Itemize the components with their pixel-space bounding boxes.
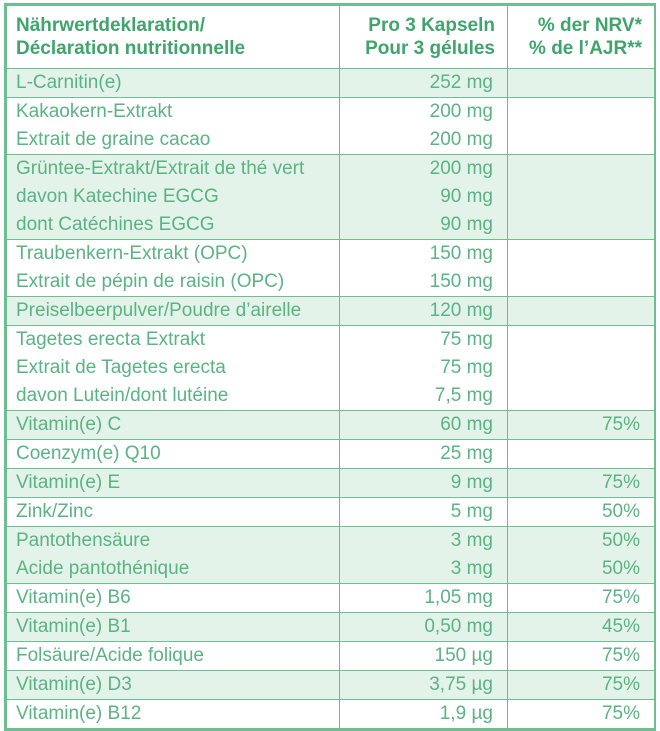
- nrv-percent-line: [518, 155, 640, 183]
- table-row: [7, 613, 655, 642]
- cell-amount: [340, 98, 508, 155]
- cell-nutrient-name: [7, 498, 340, 527]
- header-nutrient: [7, 6, 340, 69]
- table-row: [7, 326, 655, 411]
- nutrient-name-line: Kakaokern-Extrakt: [16, 101, 173, 122]
- nrv-percent-line: 50%: [601, 501, 640, 522]
- header-nutrient-de: Nährwertdeklaration/: [16, 15, 205, 36]
- amount-line: 200 mg: [429, 101, 493, 122]
- nutrition-table: [4, 3, 656, 731]
- nutrient-name-line: Grüntee-Extrakt/Extrait de thé vert: [16, 158, 305, 179]
- amount-line: 3 mg: [450, 530, 493, 551]
- table-row: [7, 469, 655, 498]
- cell-nutrient-name: [7, 671, 340, 700]
- table-row: [7, 98, 655, 155]
- header-amount-de: Pro 3 Kapseln: [368, 15, 495, 36]
- nutrient-name-line: Vitamin(e) C: [16, 414, 122, 435]
- amount-line: 25 mg: [440, 443, 493, 464]
- amount-line: 1,05 mg: [424, 587, 493, 608]
- cell-amount: [340, 297, 508, 326]
- nrv-percent-line: [518, 297, 640, 325]
- cell-nutrient-name: [7, 98, 340, 155]
- cell-amount: [340, 700, 508, 729]
- cell-amount: [340, 411, 508, 440]
- cell-amount: [340, 527, 508, 584]
- cell-nutrient-name: [7, 155, 340, 240]
- nrv-percent-line: [518, 126, 640, 154]
- table-row: [7, 642, 655, 671]
- amount-line: 252 mg: [429, 72, 493, 93]
- cell-nutrient-name: [7, 700, 340, 729]
- cell-amount: [340, 671, 508, 700]
- nrv-percent-line: [518, 211, 640, 239]
- nutrient-name-line: Vitamin(e) B1: [16, 616, 131, 637]
- cell-nutrient-name: [7, 584, 340, 613]
- cell-nrv-percent: [508, 240, 655, 297]
- amount-line: 5 mg: [450, 501, 493, 522]
- nutrient-name-line: Tagetes erecta Extrakt: [16, 329, 206, 350]
- amount-line: 1,9 µg: [439, 703, 493, 724]
- header-amount: [340, 6, 508, 69]
- amount-line: 200 mg: [429, 129, 493, 150]
- cell-nrv-percent: [508, 411, 655, 440]
- nutrient-name-line: Extrait de pépin de raisin (OPC): [16, 271, 285, 292]
- cell-nutrient-name: [7, 326, 340, 411]
- cell-nutrient-name: [7, 613, 340, 642]
- nutrient-name-line: Zink/Zinc: [16, 501, 94, 522]
- cell-nrv-percent: [508, 98, 655, 155]
- cell-amount: [340, 440, 508, 469]
- nrv-percent-line: 75%: [601, 645, 640, 666]
- nrv-percent-line: 50%: [601, 558, 640, 579]
- amount-line: 0,50 mg: [424, 616, 493, 637]
- table-body: [7, 69, 655, 729]
- amount-line: 9 mg: [450, 472, 493, 493]
- cell-nutrient-name: [7, 240, 340, 297]
- header-nrv-fr: % de l’AJR**: [529, 38, 642, 59]
- nrv-percent-line: [518, 326, 640, 354]
- header-nrv: [508, 6, 655, 69]
- table-row: [7, 584, 655, 613]
- cell-amount: [340, 613, 508, 642]
- table-row: [7, 440, 655, 469]
- nrv-percent-line: 75%: [601, 414, 640, 435]
- table-row: [7, 411, 655, 440]
- cell-nutrient-name: [7, 527, 340, 584]
- nutrient-name-line: Vitamin(e) B12: [16, 703, 142, 724]
- amount-line: 75 mg: [440, 329, 493, 350]
- nrv-percent-line: 75%: [601, 703, 640, 724]
- cell-nutrient-name: [7, 411, 340, 440]
- cell-nrv-percent: [508, 469, 655, 498]
- table-row: [7, 240, 655, 297]
- amount-line: 90 mg: [440, 214, 493, 235]
- nrv-percent-line: [518, 268, 640, 296]
- nutrient-name-line: dont Catéchines EGCG: [16, 214, 215, 235]
- nrv-percent-line: [518, 98, 640, 126]
- cell-nrv-percent: [508, 642, 655, 671]
- cell-nrv-percent: [508, 69, 655, 98]
- cell-nutrient-name: [7, 642, 340, 671]
- nrv-percent-line: [518, 240, 640, 268]
- table-row: [7, 297, 655, 326]
- cell-nrv-percent: [508, 700, 655, 729]
- nutrient-name-line: Folsäure/Acide folique: [16, 645, 204, 666]
- table-row: [7, 155, 655, 240]
- cell-amount: [340, 584, 508, 613]
- cell-amount: [340, 326, 508, 411]
- amount-line: 75 mg: [440, 357, 493, 378]
- cell-amount: [340, 69, 508, 98]
- cell-nutrient-name: [7, 440, 340, 469]
- nutrient-name-line: L-Carnitin(e): [16, 72, 122, 93]
- cell-nrv-percent: [508, 155, 655, 240]
- nutrient-name-line: davon Lutein/dont lutéine: [16, 385, 229, 406]
- nutrient-name-line: Extrait de Tagetes erecta: [16, 357, 226, 378]
- amount-line: 150 mg: [429, 271, 493, 292]
- cell-nrv-percent: [508, 297, 655, 326]
- nrv-percent-line: [518, 440, 640, 468]
- table-row: [7, 671, 655, 700]
- nutrient-name-line: davon Katechine EGCG: [16, 186, 219, 207]
- cell-amount: [340, 240, 508, 297]
- amount-line: 120 mg: [429, 300, 493, 321]
- cell-nrv-percent: [508, 671, 655, 700]
- table-header-row: [7, 6, 655, 69]
- cell-nutrient-name: [7, 469, 340, 498]
- header-amount-fr: Pour 3 gélules: [365, 38, 495, 59]
- cell-nrv-percent: [508, 440, 655, 469]
- nrv-percent-line: 50%: [601, 530, 640, 551]
- nutrient-name-line: Vitamin(e) B6: [16, 587, 131, 608]
- cell-nutrient-name: [7, 69, 340, 98]
- table-row: [7, 527, 655, 584]
- cell-amount: [340, 642, 508, 671]
- nrv-percent-line: [518, 183, 640, 211]
- nutrient-name-line: Acide pantothénique: [16, 558, 190, 579]
- amount-line: 7,5 mg: [434, 385, 493, 406]
- nrv-percent-line: 75%: [601, 587, 640, 608]
- amount-line: 3 mg: [450, 558, 493, 579]
- nrv-percent-line: [518, 69, 640, 97]
- nutrient-name-line: Coenzym(e) Q10: [16, 443, 161, 464]
- cell-nrv-percent: [508, 613, 655, 642]
- nutrient-name-line: Traubenkern-Extrakt (OPC): [16, 243, 248, 264]
- amount-line: 150 mg: [429, 243, 493, 264]
- cell-amount: [340, 498, 508, 527]
- amount-line: 150 µg: [434, 645, 493, 666]
- amount-line: 200 mg: [429, 158, 493, 179]
- cell-nrv-percent: [508, 326, 655, 411]
- table-row: [7, 498, 655, 527]
- table-row: [7, 69, 655, 98]
- cell-nrv-percent: [508, 498, 655, 527]
- nrv-percent-line: 75%: [601, 674, 640, 695]
- nutrient-name-line: Preiselbeerpulver/Poudre d’airelle: [16, 300, 302, 321]
- amount-line: 3,75 µg: [429, 674, 493, 695]
- nrv-percent-line: 75%: [601, 472, 640, 493]
- nrv-percent-line: [518, 382, 640, 410]
- cell-nrv-percent: [508, 584, 655, 613]
- nutrient-name-line: Vitamin(e) D3: [16, 674, 132, 695]
- cell-nrv-percent: [508, 527, 655, 584]
- table-row: [7, 700, 655, 729]
- nutrient-name-line: Vitamin(e) E: [16, 472, 121, 493]
- nrv-percent-line: [518, 354, 640, 382]
- header-nutrient-fr: Déclaration nutritionnelle: [16, 38, 246, 59]
- amount-line: 60 mg: [440, 414, 493, 435]
- nutrient-name-line: Pantothensäure: [16, 530, 151, 551]
- cell-amount: [340, 469, 508, 498]
- cell-amount: [340, 155, 508, 240]
- header-nrv-de: % der NRV*: [537, 15, 642, 36]
- nutrient-name-line: Extrait de graine cacao: [16, 129, 211, 150]
- cell-nutrient-name: [7, 297, 340, 326]
- nrv-percent-line: 45%: [601, 616, 640, 637]
- amount-line: 90 mg: [440, 186, 493, 207]
